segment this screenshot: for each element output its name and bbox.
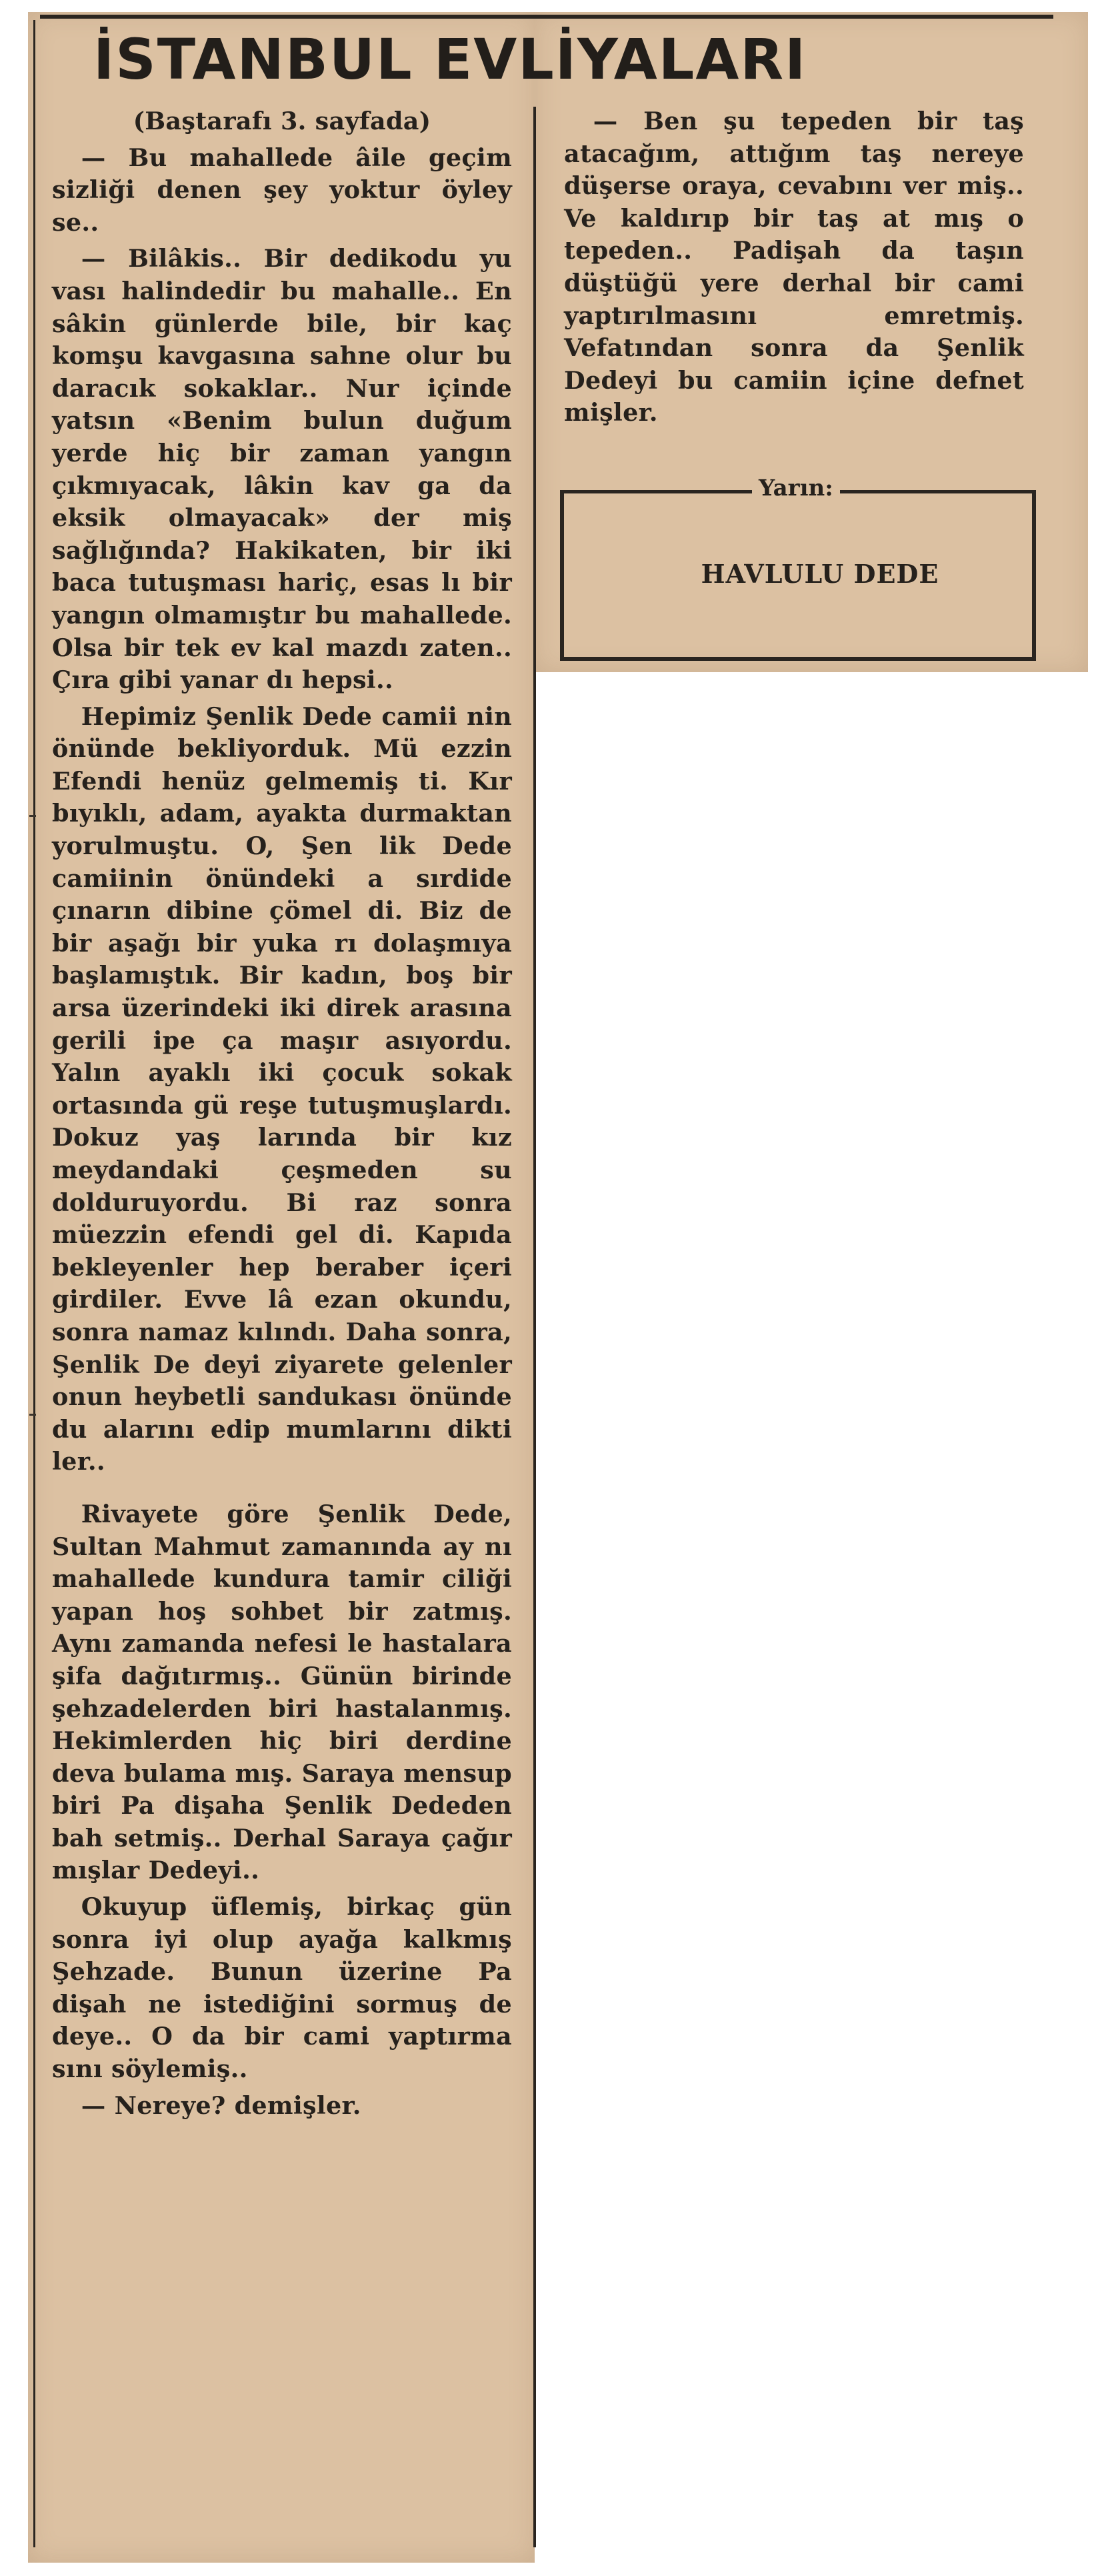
scan-mark [29, 815, 36, 817]
paragraph: Hepimiz Şenlik Dede camii nin önünde bekliyorduk. Mü ezzin Efendi henüz gelmemiş ti. Kır bıyıklı, adam, ayakta durmaktan yorulmuştu. O, Şen lik Dede camiinin önündeki a sırdide çınarın dibine çömel di. Biz de bir aşağı bir yuka rı dolaşmıya başlamıştık. Bir kadın, boş bir arsa üzerindeki iki direk arasına gerili ipe ça maşır asıyordu. Yalın ayaklı iki çocuk sokak ortasında gü reşe tutuşmuşlardı. Dokuz yaş larında bir kız meydandaki çeşmeden su dolduruyordu. Bi raz sonra müezzin efendi gel di. Kapıda bekleyenler hep beraber içeri girdiler. Evve lâ ezan okundu, sonra namaz kılındı. Daha sonra, Şenlik De deyi ziyarete gelenler onun heybetli sandukası önünde du alarını edip mumlarını dikti ler.. [52, 702, 512, 1476]
top-rule [40, 15, 1053, 19]
next-title: HAVLULU DEDE [701, 559, 939, 589]
scan-mark [29, 1414, 36, 1416]
paragraph: Okuyup üflemiş, birkaç gün sonra iyi olup ayağa kalkmış Şehzade. Bunun üzerine Pa dişah ne istediğini sormuş de deye.. O da bir cami yaptırma sını söylemiş.. [52, 1892, 512, 2084]
next-box-left-rule [560, 490, 564, 660]
continued-note: (Baştarafı 3. sayfada) [133, 107, 431, 135]
paragraph: — Bilâkis.. Bir dedikodu yu vası halindedir bu mahalle.. En sâkin günlerde bile, bir kaç komşu kavgasına sahne olur bu daracık sokaklar.. Nur içinde yatsın «Benim bulun duğum yerde hiç bir zaman yangın çıkmıyacak, lâkin kav ga da eksik olmayacak» der miş sağlığında? Hakikaten, bir iki baca tutuşması hariç, esas lı bir yangın olmamıştır bu mahallede. Olsa bir tek ev kal mazdı zaten.. Çıra gibi yanar dı hepsi.. [52, 244, 512, 695]
column-divider [533, 107, 536, 2547]
paragraph: Rivayete göre Şenlik Dede, Sultan Mahmut zamanında ay nı mahallede kundura tamir ciliği yapan hoş sohbet bir zatmış. Aynı zamanda nefesi le hastalara şifa dağıtırmış.. Günün birinde şehzadelerden biri hastalanmış. Hekimlerden hiç biri derdine deva bulama mış. Saraya mensup biri Pa dişaha Şenlik Dededen bah setmiş.. Derhal Saraya çağır mışlar Dedeyi.. [52, 1499, 512, 1885]
left-column [52, 105, 512, 2126]
paragraph: — Ben şu tepeden bir taş atacağım, attığım taş nereye düşerse oraya, cevabını ver miş.. Ve kaldırıp bir taş at mış o tepeden.. Padişah da taşın düştüğü yere derhal bir cami yaptırılmasını emretmiş. Vefatından sonra da Şenlik Dedeyi bu camiin içine defnet mişler. [564, 107, 1024, 427]
headline: İSTANBUL EVLİYALARI [93, 27, 807, 92]
paragraph: — Nereye? demişler. [81, 2091, 361, 2120]
next-box-bottom-rule [560, 657, 1036, 661]
paragraph: — Bu mahallede âile geçim sizliği denen şey yoktur öyley se.. [52, 143, 512, 237]
next-box-right-rule [1032, 490, 1036, 660]
next-label: Yarın: [752, 475, 840, 501]
right-column [564, 105, 1024, 433]
left-edge-rule [33, 20, 35, 2547]
